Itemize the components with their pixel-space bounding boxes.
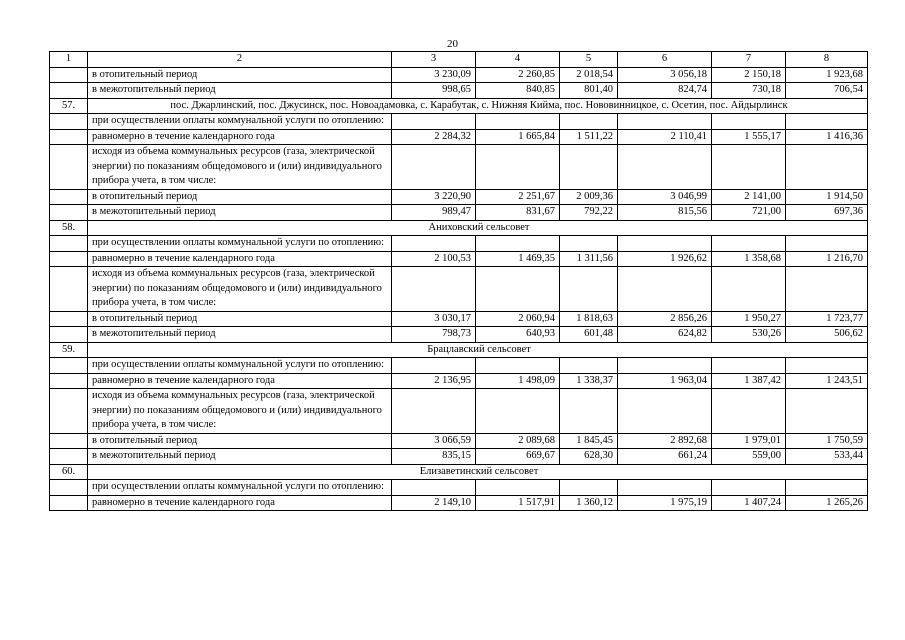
value-cell [786, 114, 868, 130]
row-label: исходя из объема коммунальных ресурсов (газа, электрической энергии) по показаниям общедомового и (или) индивидуального прибора учета, в том числе: [88, 267, 392, 312]
value-cell: 506,62 [786, 327, 868, 343]
column-header: 7 [712, 52, 786, 68]
table-row [50, 83, 868, 99]
column-header: 1 [50, 52, 88, 68]
row-index-cell [50, 236, 88, 252]
row-label: в отопительный период [88, 189, 392, 205]
row-index-cell [50, 449, 88, 465]
value-cell [560, 267, 618, 312]
value-cell [618, 358, 712, 374]
value-cell: 1 338,37 [560, 373, 618, 389]
row-index-cell [50, 358, 88, 374]
table-row [50, 114, 868, 130]
value-cell [560, 114, 618, 130]
value-cell: 3 230,09 [392, 67, 476, 83]
value-cell: 1 360,12 [560, 495, 618, 511]
value-cell [392, 389, 476, 434]
table-row [50, 205, 868, 221]
page-number: 20 [447, 38, 458, 50]
value-cell: 640,93 [476, 327, 560, 343]
value-cell [392, 114, 476, 130]
value-cell: 815,56 [618, 205, 712, 221]
value-cell: 2 100,53 [392, 251, 476, 267]
value-cell: 533,44 [786, 449, 868, 465]
value-cell [712, 236, 786, 252]
value-cell [618, 145, 712, 190]
row-label: в отопительный период [88, 433, 392, 449]
value-cell: 824,74 [618, 83, 712, 99]
value-cell: 1 243,51 [786, 373, 868, 389]
value-cell [476, 389, 560, 434]
section-title: пос. Джарлинский, пос. Джусинск, пос. Новоадамовка, с. Карабутак, с. Нижняя Кийма, пос. Нововинницкое, с. Осетин, пос. Айдырлинск [88, 98, 868, 114]
column-header: 2 [88, 52, 392, 68]
row-label: при осуществлении оплаты коммунальной услуги по отоплению: [88, 236, 392, 252]
row-label: при осуществлении оплаты коммунальной услуги по отоплению: [88, 358, 392, 374]
value-cell: 1 311,56 [560, 251, 618, 267]
row-label: равномерно в течение календарного года [88, 373, 392, 389]
value-cell: 2 089,68 [476, 433, 560, 449]
value-cell: 1 818,63 [560, 311, 618, 327]
row-index-cell [50, 311, 88, 327]
value-cell: 2 284,32 [392, 129, 476, 145]
value-cell [618, 267, 712, 312]
row-label: исходя из объема коммунальных ресурсов (газа, электрической энергии) по показаниям общедомового и (или) индивидуального прибора учета, в том числе: [88, 145, 392, 190]
row-index-cell [50, 389, 88, 434]
table-row [50, 373, 868, 389]
value-cell: 559,00 [712, 449, 786, 465]
value-cell: 1 923,68 [786, 67, 868, 83]
value-cell [476, 114, 560, 130]
value-cell [618, 389, 712, 434]
value-cell: 3 066,59 [392, 433, 476, 449]
value-cell [392, 358, 476, 374]
value-cell: 2 251,67 [476, 189, 560, 205]
row-label: исходя из объема коммунальных ресурсов (газа, электрической энергии) по показаниям общедомового и (или) индивидуального прибора учета, в том числе: [88, 389, 392, 434]
row-label: в отопительный период [88, 67, 392, 83]
row-index-cell [50, 373, 88, 389]
value-cell: 1 216,70 [786, 251, 868, 267]
value-cell [712, 267, 786, 312]
value-cell [560, 480, 618, 496]
value-cell: 1 979,01 [712, 433, 786, 449]
value-cell: 3 030,17 [392, 311, 476, 327]
value-cell: 3 046,99 [618, 189, 712, 205]
value-cell [786, 389, 868, 434]
value-cell [476, 236, 560, 252]
value-cell: 1 963,04 [618, 373, 712, 389]
value-cell: 628,30 [560, 449, 618, 465]
value-cell [392, 145, 476, 190]
section-index: 58. [50, 220, 88, 236]
row-label: при осуществлении оплаты коммунальной услуги по отоплению: [88, 480, 392, 496]
table-row [50, 67, 868, 83]
value-cell: 2 149,10 [392, 495, 476, 511]
row-index-cell [50, 129, 88, 145]
section-index: 60. [50, 464, 88, 480]
value-cell: 1 723,77 [786, 311, 868, 327]
table-row [50, 251, 868, 267]
value-cell: 530,26 [712, 327, 786, 343]
value-cell: 1 265,26 [786, 495, 868, 511]
value-cell [712, 358, 786, 374]
value-cell: 697,36 [786, 205, 868, 221]
value-cell: 2 150,18 [712, 67, 786, 83]
value-cell: 1 555,17 [712, 129, 786, 145]
value-cell: 1 750,59 [786, 433, 868, 449]
table-row [50, 189, 868, 205]
value-cell: 989,47 [392, 205, 476, 221]
value-cell [786, 480, 868, 496]
value-cell [712, 145, 786, 190]
row-label: в межотопительный период [88, 449, 392, 465]
value-cell: 2 892,68 [618, 433, 712, 449]
value-cell: 1 387,42 [712, 373, 786, 389]
section-title: Елизаветинский сельсовет [88, 464, 868, 480]
row-label: равномерно в течение календарного года [88, 495, 392, 511]
value-cell: 669,67 [476, 449, 560, 465]
value-cell [560, 358, 618, 374]
row-index-cell [50, 267, 88, 312]
value-cell: 2 009,36 [560, 189, 618, 205]
value-cell: 2 141,00 [712, 189, 786, 205]
row-index-cell [50, 145, 88, 190]
value-cell: 1 358,68 [712, 251, 786, 267]
table-row [50, 267, 868, 312]
value-cell [560, 389, 618, 434]
row-index-cell [50, 189, 88, 205]
value-cell: 661,24 [618, 449, 712, 465]
value-cell [712, 480, 786, 496]
row-index-cell [50, 327, 88, 343]
value-cell [476, 358, 560, 374]
row-index-cell [50, 67, 88, 83]
value-cell [712, 114, 786, 130]
value-cell [786, 145, 868, 190]
value-cell [712, 389, 786, 434]
value-cell [786, 267, 868, 312]
table-row [50, 495, 868, 511]
value-cell: 2 060,94 [476, 311, 560, 327]
value-cell: 1 469,35 [476, 251, 560, 267]
value-cell [392, 480, 476, 496]
row-label: равномерно в течение календарного года [88, 129, 392, 145]
value-cell: 2 018,54 [560, 67, 618, 83]
value-cell [560, 145, 618, 190]
row-index-cell [50, 251, 88, 267]
value-cell: 998,65 [392, 83, 476, 99]
value-cell: 831,67 [476, 205, 560, 221]
value-cell: 730,18 [712, 83, 786, 99]
value-cell: 1 498,09 [476, 373, 560, 389]
value-cell: 1 845,45 [560, 433, 618, 449]
value-cell: 2 260,85 [476, 67, 560, 83]
table-row [50, 236, 868, 252]
table-body [50, 52, 868, 511]
value-cell: 2 856,26 [618, 311, 712, 327]
row-index-cell [50, 433, 88, 449]
table-row [50, 433, 868, 449]
section-index: 59. [50, 342, 88, 358]
value-cell: 721,00 [712, 205, 786, 221]
value-cell [786, 358, 868, 374]
value-cell [618, 114, 712, 130]
section-title: Брацлавский сельсовет [88, 342, 868, 358]
column-header: 6 [618, 52, 712, 68]
value-cell: 3 220,90 [392, 189, 476, 205]
value-cell: 1 416,36 [786, 129, 868, 145]
value-cell [392, 267, 476, 312]
table-row [50, 129, 868, 145]
value-cell: 1 517,91 [476, 495, 560, 511]
value-cell: 792,22 [560, 205, 618, 221]
column-header: 8 [786, 52, 868, 68]
section-index: 57. [50, 98, 88, 114]
row-index-cell [50, 205, 88, 221]
table-row [50, 358, 868, 374]
value-cell: 706,54 [786, 83, 868, 99]
value-cell [476, 480, 560, 496]
value-cell: 1 665,84 [476, 129, 560, 145]
row-label: в межотопительный период [88, 205, 392, 221]
section-title-row [50, 98, 868, 114]
row-index-cell [50, 480, 88, 496]
column-header: 3 [392, 52, 476, 68]
row-index-cell [50, 114, 88, 130]
value-cell: 1 407,24 [712, 495, 786, 511]
row-label: равномерно в течение календарного года [88, 251, 392, 267]
value-cell: 3 056,18 [618, 67, 712, 83]
value-cell [392, 236, 476, 252]
column-header: 5 [560, 52, 618, 68]
value-cell [476, 145, 560, 190]
row-label: в межотопительный период [88, 83, 392, 99]
table-header-row [50, 52, 868, 68]
value-cell [476, 267, 560, 312]
value-cell: 2 110,41 [618, 129, 712, 145]
value-cell: 835,15 [392, 449, 476, 465]
table-row [50, 145, 868, 190]
table-row [50, 480, 868, 496]
table-row [50, 449, 868, 465]
value-cell: 624,82 [618, 327, 712, 343]
value-cell [786, 236, 868, 252]
value-cell [560, 236, 618, 252]
value-cell: 601,48 [560, 327, 618, 343]
section-title-row [50, 220, 868, 236]
value-cell: 801,40 [560, 83, 618, 99]
value-cell: 1 511,22 [560, 129, 618, 145]
row-label: в отопительный период [88, 311, 392, 327]
section-title: Аниховский сельсовет [88, 220, 868, 236]
value-cell: 1 950,27 [712, 311, 786, 327]
section-title-row [50, 342, 868, 358]
table-row [50, 327, 868, 343]
value-cell [618, 236, 712, 252]
table-row [50, 311, 868, 327]
value-cell: 2 136,95 [392, 373, 476, 389]
row-index-cell [50, 83, 88, 99]
value-cell: 840,85 [476, 83, 560, 99]
value-cell [618, 480, 712, 496]
section-title-row [50, 464, 868, 480]
value-cell: 1 926,62 [618, 251, 712, 267]
table-row [50, 389, 868, 434]
row-index-cell [50, 495, 88, 511]
column-header: 4 [476, 52, 560, 68]
value-cell: 1 975,19 [618, 495, 712, 511]
value-cell: 798,73 [392, 327, 476, 343]
tariff-table [49, 51, 868, 511]
row-label: в межотопительный период [88, 327, 392, 343]
value-cell: 1 914,50 [786, 189, 868, 205]
row-label: при осуществлении оплаты коммунальной услуги по отоплению: [88, 114, 392, 130]
